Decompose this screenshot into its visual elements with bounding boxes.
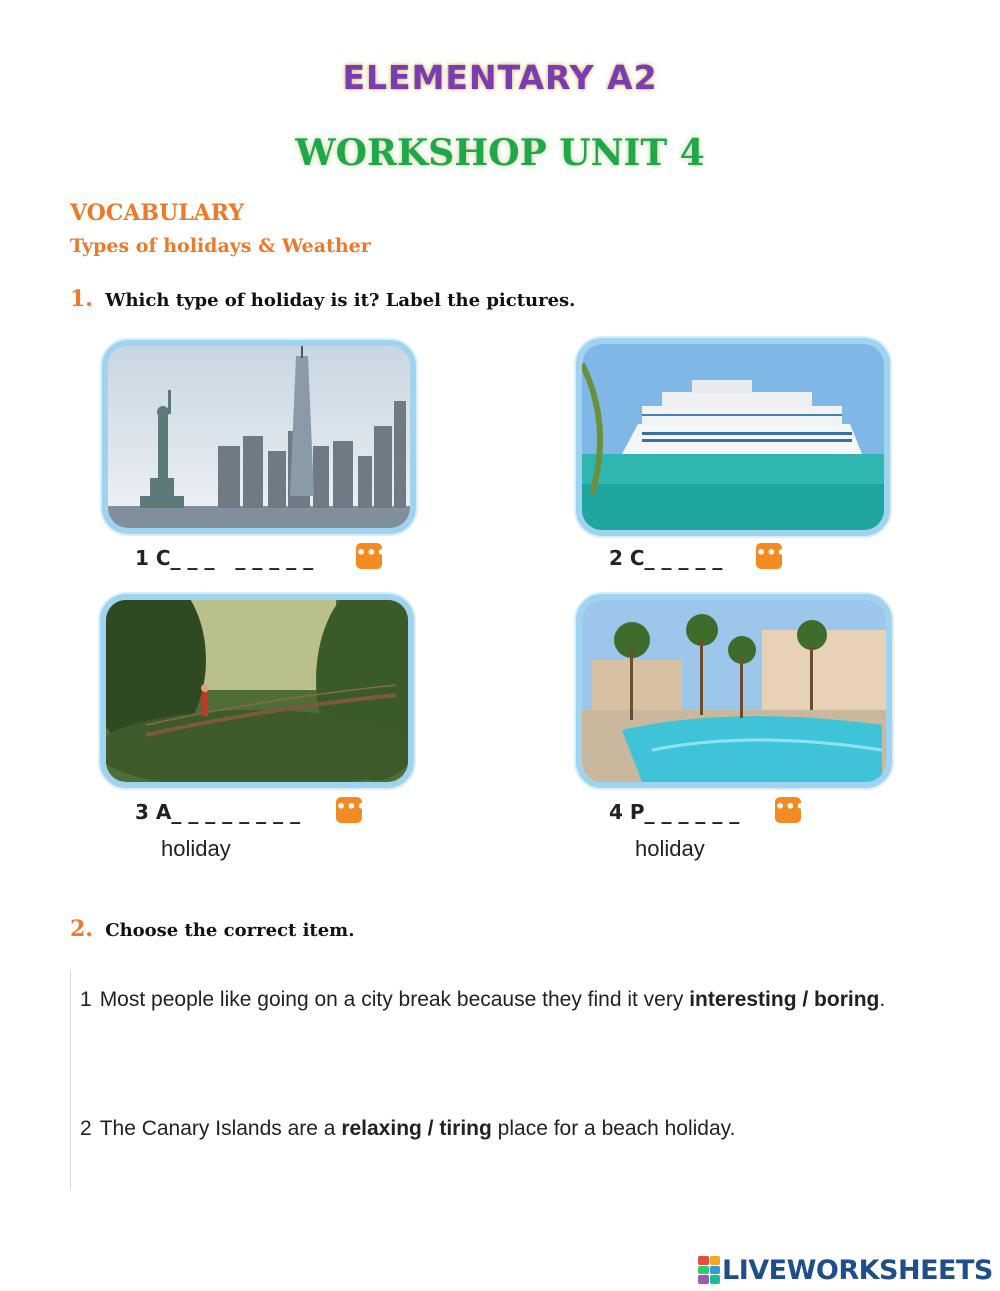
level-title: ELEMENTARY A2 [342,58,658,97]
sentence-end: place for a beach holiday. [491,1117,736,1140]
sentence-2 [80,1117,735,1141]
exercise1-number: 1. [70,286,93,312]
answer-button-4[interactable]: ••• [775,797,801,823]
sentence-1 [80,988,885,1012]
answer-suffix-4: holiday [635,836,705,861]
logo-text: LIVEWORKSHEETS [722,1254,993,1286]
sentence-number: 1 [80,988,92,1011]
answer-button-2[interactable]: ••• [756,543,782,569]
package-holiday-picture [576,594,892,788]
sentence-options[interactable]: interesting / boring [689,988,880,1011]
liveworksheets-logo[interactable] [698,1253,993,1287]
answer-suffix-3: holiday [161,836,231,861]
exercise1-question [70,286,575,312]
sentence-text: The Canary Islands are a [99,1117,342,1140]
exercise2-instruction: Choose the correct item. [105,920,355,941]
section-subtitle: Types of holidays & Weather [70,235,371,257]
exercise2-question [70,916,355,942]
adventure-picture [100,594,414,788]
sentence-number: 2 [80,1117,92,1140]
answer-label-2: 2 C_ _ _ _ _ [609,546,723,570]
sentence-end: . [879,988,886,1011]
workshop-title: WORKSHOP UNIT 4 [295,132,705,174]
cruise-picture [576,338,890,536]
city-break-picture [102,340,416,534]
answer-label-1: 1 C_ _ _ _ _ _ _ _ [135,546,314,570]
sentence-options[interactable]: relaxing / tiring [341,1117,492,1140]
section-title: VOCABULARY [70,200,245,226]
answer-button-1[interactable]: ••• [356,543,382,569]
answer-button-3[interactable]: ••• [336,797,362,823]
exercise2-number: 2. [70,916,93,942]
logo-icon [698,1256,720,1284]
answer-label-4: 4 P_ _ _ _ _ _ [609,800,740,824]
sentence-text: Most people like going on a city break because they find it very [99,988,690,1011]
exercise1-instruction: Which type of holiday is it? Label the pictures. [105,290,576,311]
answer-label-3: 3 A_ _ _ _ _ _ _ _ [135,800,301,824]
